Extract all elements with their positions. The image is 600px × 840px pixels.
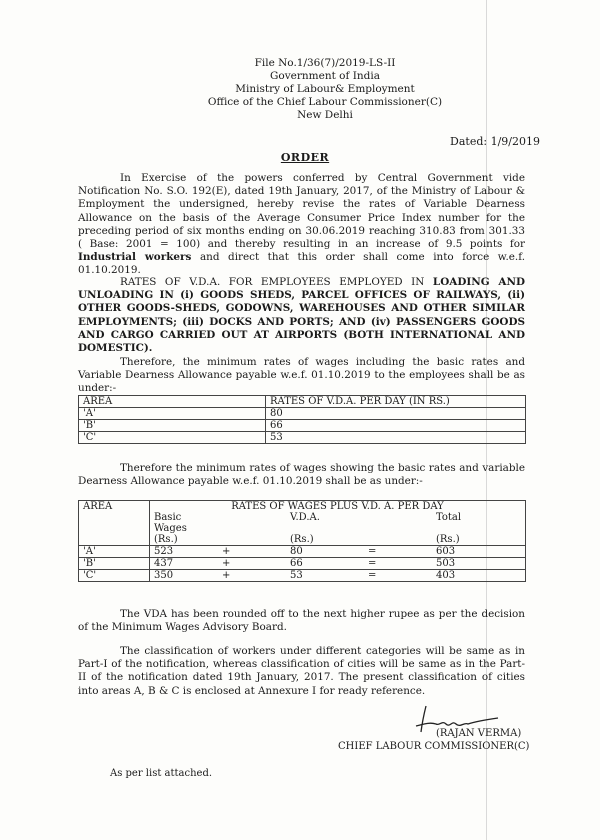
area-cell: 'C' [79, 432, 266, 444]
equals-sign: = [364, 546, 432, 558]
total-cell: 403 [432, 570, 526, 582]
paragraph-minimum-rates: Therefore, the minimum rates of wages including the basic rates and Variable Dearness Allowance payable w.e.f. 01.10.2019 to the employees shall be as under:- [78, 356, 525, 395]
area-cell: 'A' [79, 408, 266, 420]
industrial-workers-text: Industrial workers [78, 251, 192, 264]
vda-unit: (Rs.) [286, 534, 364, 546]
plus-sign: + [218, 546, 286, 558]
area-cell: 'C' [79, 570, 150, 582]
rate-cell: 53 [266, 432, 526, 444]
signatory-name: (RAJAN VERMA) [436, 728, 522, 739]
table-row [79, 420, 526, 432]
office-line: Office of the Chief Labour Commissioner(C) [207, 96, 443, 108]
total-cell: 603 [432, 546, 526, 558]
total-header: Total [436, 512, 462, 523]
plus-sign: + [218, 570, 286, 582]
rate-cell: 66 [266, 420, 526, 432]
table-row [79, 432, 526, 444]
wages-plus-vda-table [78, 500, 526, 582]
paragraph-1-end: and direct that this order shall come into force w.e.f. 01.10.2019. [78, 251, 525, 277]
vda-cell: 66 [286, 558, 364, 570]
paragraph-exercise-of-powers [78, 172, 525, 278]
city-line: New Delhi [297, 109, 353, 121]
area-cell: 'B' [79, 420, 266, 432]
basic-header: Basic [154, 512, 182, 523]
area-header: AREA [79, 501, 150, 513]
dated-line: Dated: 1/9/2019 [450, 135, 540, 148]
basic-cell: 350 [150, 570, 219, 582]
paragraph-vda-rounding: The VDA has been rounded off to the next higher rupee as per the decision of the Minimum Wages Advisory Board. [78, 608, 525, 634]
paragraph-1-text: In Exercise of the powers conferred by Central Government vide Notification No. S.O. 192(E), dated 19th January, 2017, of the Ministry of Labour & Employment the undersigned, hereby revise the rates of Variable Dearness Allowance on the basis of the Average Consumer Price Index number for the preceding period of six months ending on 30.06.2019 reaching 310.83 from 301.33 ( Base: 2001 = 100) and thereby resulting in an increase of 9.5 points for [78, 172, 525, 251]
rate-cell: 80 [266, 408, 526, 420]
plus-sign: + [218, 558, 286, 570]
file-number: File No.1/36(7)/2019-LS-II [254, 57, 396, 69]
area-header: AREA [79, 396, 266, 408]
area-cell: 'A' [79, 546, 150, 558]
paragraph-vda-rates-scope [78, 276, 525, 355]
paragraph-2-lead: RATES OF V.D.A. FOR EMPLOYEES EMPLOYED IN [120, 276, 425, 288]
table-row [79, 546, 526, 558]
letterhead [0, 57, 600, 122]
equals-sign: = [364, 570, 432, 582]
basic-cell: 523 [150, 546, 219, 558]
government-line: Government of India [270, 70, 380, 82]
basic-unit: (Rs.) [150, 534, 219, 546]
wages-title-header: RATES OF WAGES PLUS V.D. A. PER DAY [231, 501, 444, 512]
equals-sign: = [364, 558, 432, 570]
enclosure-note: As per list attached. [110, 768, 213, 779]
table-header-row [79, 396, 526, 408]
area-cell: 'B' [79, 558, 150, 570]
total-unit: (Rs.) [432, 534, 526, 546]
total-cell: 503 [432, 558, 526, 570]
table-row [79, 558, 526, 570]
basic-cell: 437 [150, 558, 219, 570]
table-row [79, 408, 526, 420]
signatory-title: CHIEF LABOUR COMMISSIONER(C) [338, 741, 530, 752]
vda-cell: 80 [286, 546, 364, 558]
paragraph-2-bold: LOADING AND UNLOADING IN (i) GOODS SHEDS, PARCEL OFFICES OF RAILWAYS, (ii) OTHER GOODS-SHEDS, GODOWNS, WAREHOUSES AND OTHER SIMILAR EMPLOYMENTS; (iii) DOCKS AND PORTS; AND (iv) PASSENGERS GOODS AND CARGO CARRIED OUT AT AIRPORTS (BOTH INTERNATIONAL AND DOMESTIC). [78, 276, 525, 355]
ministry-line: Ministry of Labour& Employment [235, 83, 415, 95]
paragraph-wages-plus-vda: Therefore the minimum rates of wages showing the basic rates and variable Dearness Allowance payable w.e.f. 01.10.2019 shall be as under:- [78, 462, 525, 488]
vda-rates-table [78, 395, 526, 444]
vda-rate-header: RATES OF V.D.A. PER DAY (IN RS.) [266, 396, 526, 408]
wages-header: Wages [154, 523, 187, 534]
paragraph-classification: The classification of workers under different categories will be same as in Part-I of the notification, whereas classification of cities will be same as in the Part-II of the notification dated 19th January, 2017. The present classification of cities into areas A, B & C is enclosed at Annexure I for ready reference. [78, 645, 525, 697]
order-title: ORDER [280, 151, 330, 164]
vda-header: V.D.A. [290, 512, 320, 523]
table-row [79, 570, 526, 582]
vda-cell: 53 [286, 570, 364, 582]
